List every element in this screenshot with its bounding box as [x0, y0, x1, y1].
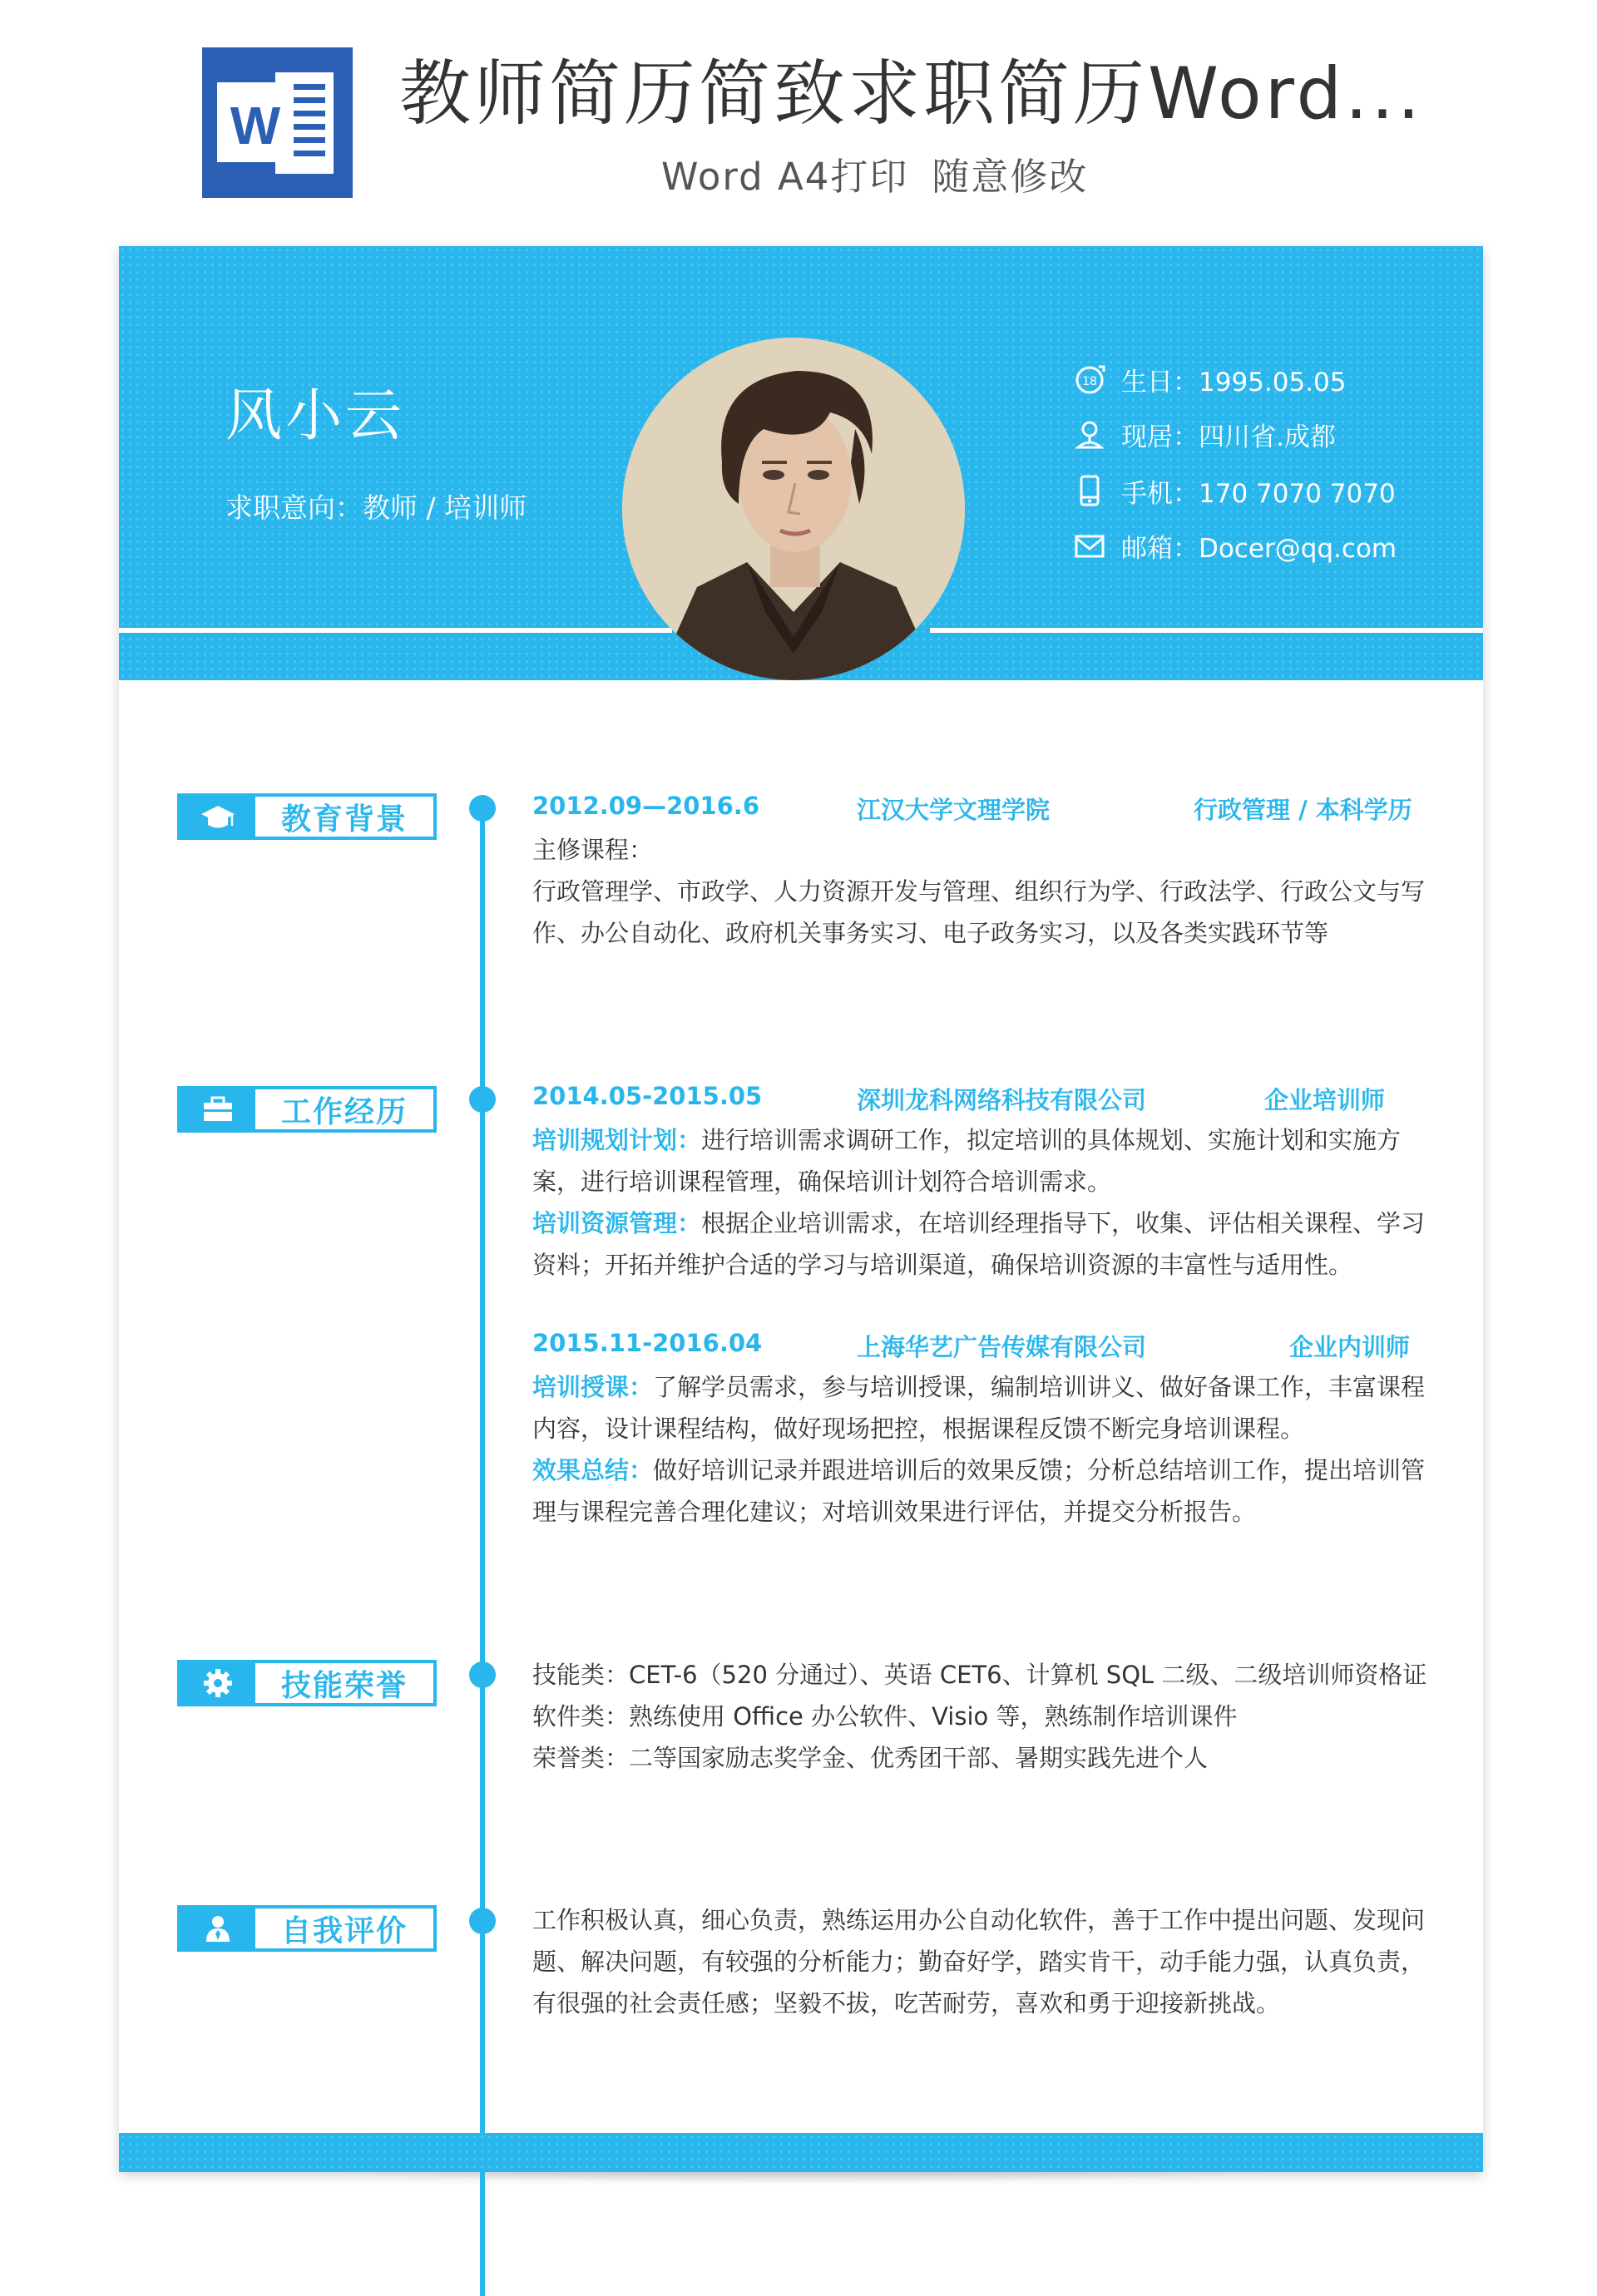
- education-major: 行政管理 / 本科学历: [1194, 796, 1412, 824]
- banner-subtitle: [661, 148, 1088, 206]
- contact-location-text: 现居：四川省.成都: [1121, 422, 1336, 452]
- education-header: [532, 792, 1431, 833]
- job-2-item-2-text: 做好培训记录并跟进培训后的效果反馈；分析总结培训工作，提出培训管理与课程完善合理化建议；对培训效果进行评估，并提交分析报告。: [532, 1456, 1426, 1526]
- contact-mail: [1073, 521, 1456, 570]
- birthday-icon: [1073, 363, 1106, 396]
- section-label-education: [177, 793, 437, 840]
- education-course-title: 主修课程：: [532, 836, 654, 864]
- section-title-skills: 技能荣誉: [280, 1668, 408, 1703]
- education-date: 2012.09—2016.6: [532, 792, 759, 820]
- job-2-company: 上海华艺广告传媒有限公司: [857, 1333, 1147, 1361]
- job-1-item-1-text: 进行培训需求调研工作，拟定培训的具体规划、实施计划和实施方案，进行培训课程管理，确保培训计划符合培训需求。: [532, 1126, 1402, 1196]
- location-icon: [1073, 417, 1106, 451]
- svg-text:18: 18: [1082, 375, 1097, 388]
- banner-title: 教师简历简致求职简历Word...: [399, 52, 1424, 136]
- job-1-item: [532, 1202, 1432, 1286]
- section-label-work: [177, 1086, 437, 1133]
- timeline-dot-skills: [469, 1662, 496, 1688]
- section-title-self: 自我评价: [280, 1913, 408, 1948]
- education-body: [532, 829, 1432, 954]
- skills-line: 荣誉类：二等国家励志奖学金、优秀团干部、暑期实践先进个人: [532, 1744, 1209, 1772]
- graduation-cap-icon: [180, 797, 255, 837]
- education-school: 江汉大学文理学院: [857, 796, 1051, 824]
- job-1-item-1-key: 培训规划计划：: [532, 1126, 702, 1154]
- job-2-item-1-text: 了解学员需求，参与培训授课，编制培训讲义、做好备课工作，丰富课程内容，设计课程结构，做好现场把控，根据课程反馈不断完身培训课程。: [532, 1373, 1426, 1443]
- banner-subtitle-edit: 随意修改: [932, 155, 1089, 199]
- skills-line: 技能类：CET-6（520 分通过）、英语 CET6、计算机 SQL 二级、二级培训师资格证: [532, 1661, 1427, 1689]
- education-courses: 行政管理学、市政学、人力资源开发与管理、组织行为学、行政法学、行政公文与写作、办公自动化、政府机关事务实习、电子政务实习，以及各类实践环节等: [532, 877, 1426, 947]
- job-1-role: 企业培训师: [1264, 1086, 1386, 1114]
- user-icon: [180, 1908, 255, 1948]
- job-2-item: [532, 1366, 1432, 1449]
- contact-location: [1073, 409, 1456, 459]
- phone-icon: [1073, 474, 1106, 507]
- mail-icon: [1073, 529, 1106, 562]
- job-1-header: [532, 1082, 1431, 1123]
- job-2-item-1-key: 培训授课：: [532, 1373, 654, 1401]
- job-2-item: [532, 1449, 1432, 1533]
- section-label-self: [177, 1905, 437, 1952]
- contact-birthday-text: 生日：1995.05.05: [1121, 367, 1347, 397]
- header-divider-left: [119, 628, 672, 633]
- header-divider-right: [930, 628, 1483, 633]
- timeline-dot-work: [469, 1086, 496, 1113]
- resume-paper: [119, 246, 1483, 2172]
- gear-icon: [180, 1663, 255, 1703]
- contact-mail-text: 邮箱：Docer@qq.com: [1121, 533, 1397, 564]
- resume-footer-bar: [119, 2133, 1483, 2172]
- job-2-date: 2015.11-2016.04: [532, 1329, 763, 1357]
- job-1-date: 2014.05-2015.05: [532, 1082, 763, 1110]
- timeline-line: [480, 807, 485, 2296]
- job-2-body: [532, 1366, 1432, 1533]
- job-1-company: 深圳龙科网络科技有限公司: [857, 1086, 1147, 1114]
- job-2-item-2-key: 效果总结：: [532, 1456, 654, 1484]
- candidate-name: 风小云: [225, 383, 406, 449]
- self-eval-body: [532, 1899, 1432, 2024]
- job-1-item-2-key: 培训资源管理：: [532, 1209, 702, 1237]
- timeline-dot-self: [469, 1908, 496, 1934]
- contact-phone: [1073, 466, 1456, 516]
- job-2-role: 企业内训师: [1289, 1333, 1411, 1361]
- resume-header: [119, 246, 1483, 680]
- job-1-item: [532, 1119, 1432, 1202]
- svg-text:W: W: [230, 96, 281, 156]
- section-title-education: 教育背景: [280, 802, 408, 837]
- job-2-header: [532, 1329, 1431, 1370]
- briefcase-icon: [180, 1089, 255, 1129]
- word-logo-icon: [202, 47, 353, 198]
- skills-line: 软件类：熟练使用 Office 办公软件、Visio 等，熟练制作培训课件: [532, 1702, 1238, 1731]
- job-intent: 求职意向：教师 / 培训师: [225, 491, 527, 524]
- contact-phone-text: 手机：170 7070 7070: [1121, 478, 1396, 509]
- portrait-photo: [622, 338, 965, 680]
- banner-subtitle-print: Word A4打印: [661, 155, 909, 199]
- skills-body: [532, 1654, 1432, 1779]
- self-eval-text: 工作积极认真，细心负责，熟练运用办公自动化软件，善于工作中提出问题、发现问题、解决问题，有较强的分析能力；勤奋好学，踏实肯干，动手能力强，认真负责，有很强的社会责任感；坚毅不拔，吃苦耐劳，喜欢和勇于迎接新挑战。: [532, 1906, 1426, 2017]
- job-1-item-2-text: 根据企业培训需求，在培训经理指导下，收集、评估相关课程、学习资料；开拓并维护合适的学习与培训渠道，确保培训资源的丰富性与适用性。: [532, 1209, 1426, 1279]
- job-1-body: [532, 1119, 1432, 1286]
- section-title-work: 工作经历: [280, 1094, 408, 1129]
- contact-birthday: [1073, 354, 1456, 404]
- section-label-skills: [177, 1660, 437, 1706]
- timeline-dot-education: [469, 795, 496, 822]
